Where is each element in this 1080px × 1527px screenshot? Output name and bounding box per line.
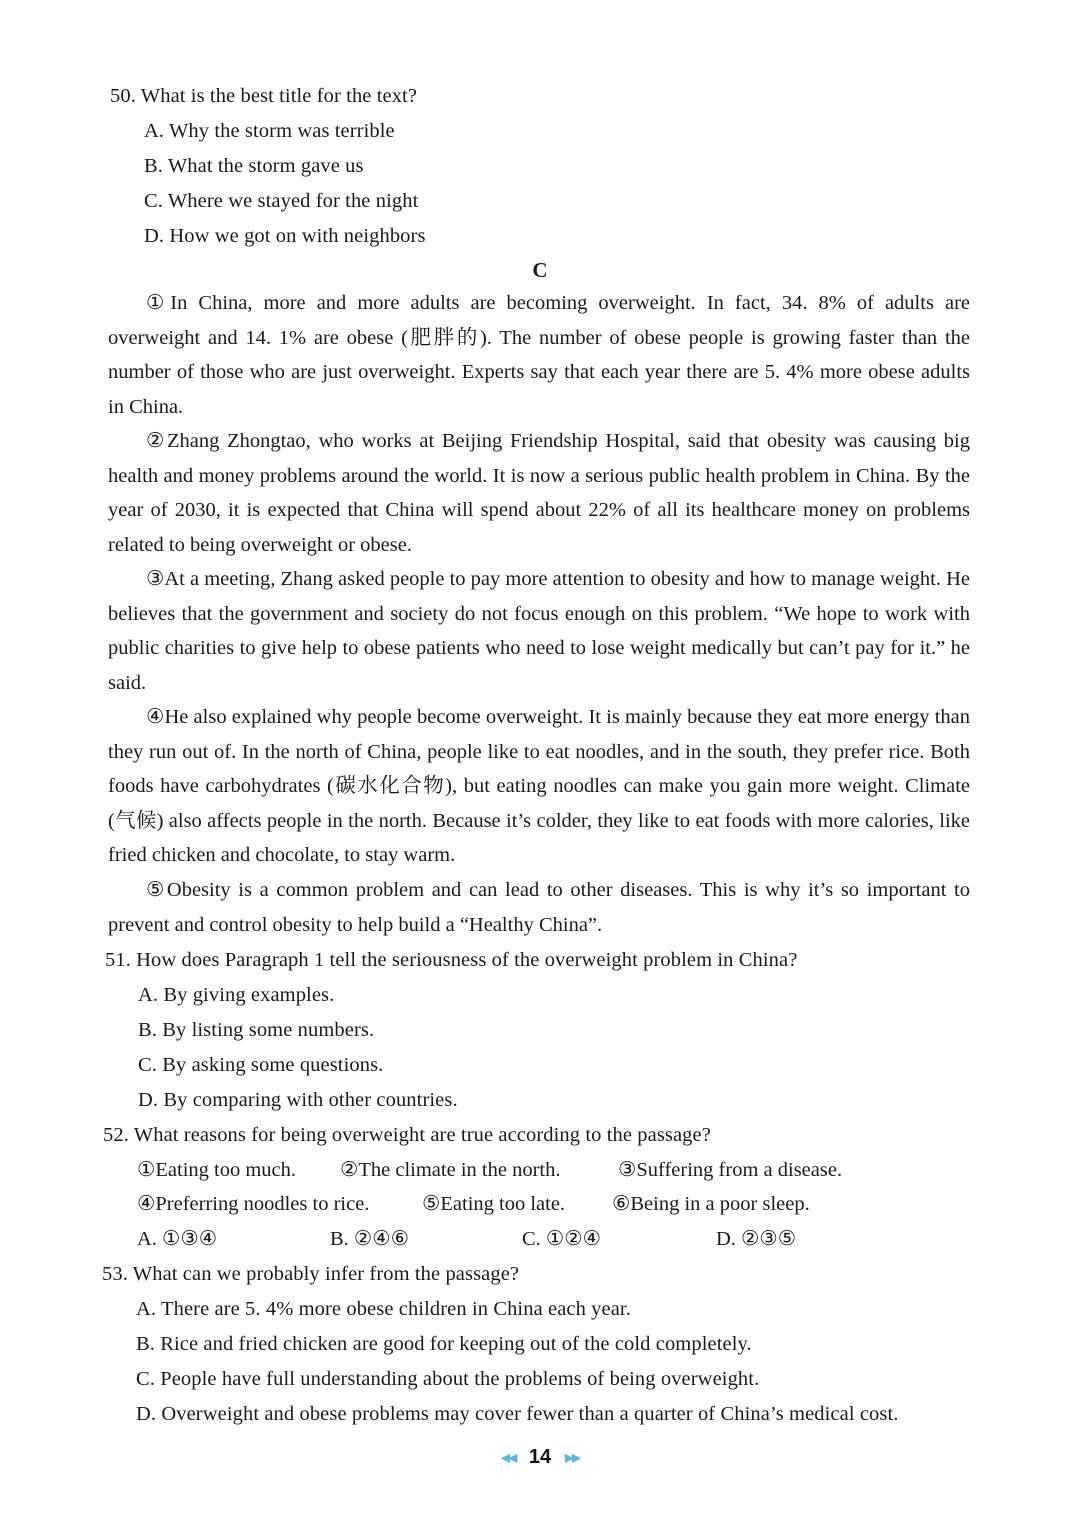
q53-option-a: A. There are 5. 4% more obese children in China each year. bbox=[136, 1298, 631, 1320]
q51-option-a: A. By giving examples. bbox=[138, 984, 335, 1006]
q52-stem: 52. What reasons for being overweight are true according to the passage? bbox=[103, 1124, 711, 1146]
passage-paragraph-2: ②Zhang Zhongtao, who works at Beijing Friendship Hospital, said that obesity was causing big health and money problems around the world. It is now a serious public health problem in China. By the year of 2030, it is expected that China will spend about 22% of all its healthcare money on problems related to being overweight or obese. bbox=[108, 430, 970, 556]
passage-paragraph-1: ①In China, more and more adults are becoming overweight. In fact, 34. 8% of adults are overweight and 14. 1% are obese (肥胖的). The number of obese people is growing faster than the number of those who are just overweight. Experts say that each year there are 5. 4% more obese adults in China. bbox=[108, 292, 970, 418]
q50-option-d: D. How we got on with neighbors bbox=[144, 225, 426, 247]
q52-reason-5: ⑤Eating too late. bbox=[422, 1193, 566, 1215]
q52-option-c: C. ①②④ bbox=[522, 1228, 602, 1250]
q53-option-b: B. Rice and fried chicken are good for keeping out of the cold completely. bbox=[136, 1333, 752, 1355]
q52-reason-3: ③Suffering from a disease. bbox=[618, 1159, 843, 1181]
passage-paragraph-4: ④He also explained why people become overweight. It is mainly because they eat more energy than they run out of. In the north of China, people like to eat noodles, and in the south, they prefer rice. Both foods have carbohydrates (碳水化合物), but eating noodles can make you gain more weight. Climate (气候) also affects people in the north. Because it’s colder, they like to eat foods with more calories, like fried chicken and chocolate, to stay warm. bbox=[108, 706, 970, 867]
q50-option-b: B. What the storm gave us bbox=[144, 155, 364, 177]
q52-reason-4: ④Preferring noodles to rice. bbox=[137, 1193, 370, 1215]
page-number: 14 bbox=[528, 1446, 552, 1468]
q52-option-d: D. ②③⑤ bbox=[716, 1228, 797, 1250]
q51-option-d: D. By comparing with other countries. bbox=[138, 1089, 458, 1111]
passage-paragraph-3: ③At a meeting, Zhang asked people to pay more attention to obesity and how to manage weight. He believes that the government and society do not focus enough on this problem. “We hope to work with public charities to give help to obese patients who need to lose weight medically but can’t pay for it.” he said. bbox=[108, 568, 970, 694]
next-arrows-icon: ▶▶ bbox=[564, 1450, 580, 1465]
q50-option-a: A. Why the storm was terrible bbox=[144, 120, 395, 142]
q52-option-a: A. ①③④ bbox=[137, 1228, 218, 1250]
q53-stem: 53. What can we probably infer from the passage? bbox=[102, 1263, 520, 1285]
q53-option-d: D. Overweight and obese problems may cover fewer than a quarter of China’s medical cost. bbox=[136, 1403, 899, 1425]
prev-arrows-icon: ◀◀ bbox=[500, 1450, 516, 1465]
q52-option-b: B. ②④⑥ bbox=[330, 1228, 410, 1250]
page-footer bbox=[0, 1446, 1080, 1469]
q51-option-b: B. By listing some numbers. bbox=[138, 1019, 375, 1041]
q53-option-c: C. People have full understanding about the problems of being overweight. bbox=[136, 1368, 760, 1390]
q51-stem: 51. How does Paragraph 1 tell the seriousness of the overweight problem in China? bbox=[105, 949, 798, 971]
q52-reason-1: ①Eating too much. bbox=[137, 1159, 297, 1181]
q52-reason-2: ②The climate in the north. bbox=[340, 1159, 561, 1181]
q50-option-c: C. Where we stayed for the night bbox=[144, 190, 419, 212]
q50-stem: 50. What is the best title for the text? bbox=[110, 85, 418, 107]
section-title: C bbox=[532, 258, 548, 282]
passage-paragraph-5: ⑤Obesity is a common problem and can lead to other diseases. This is why it’s so important to prevent and control obesity to help build a “Healthy China”. bbox=[108, 879, 970, 936]
q52-reason-6: ⑥Being in a poor sleep. bbox=[612, 1193, 810, 1215]
q51-option-c: C. By asking some questions. bbox=[138, 1054, 384, 1076]
